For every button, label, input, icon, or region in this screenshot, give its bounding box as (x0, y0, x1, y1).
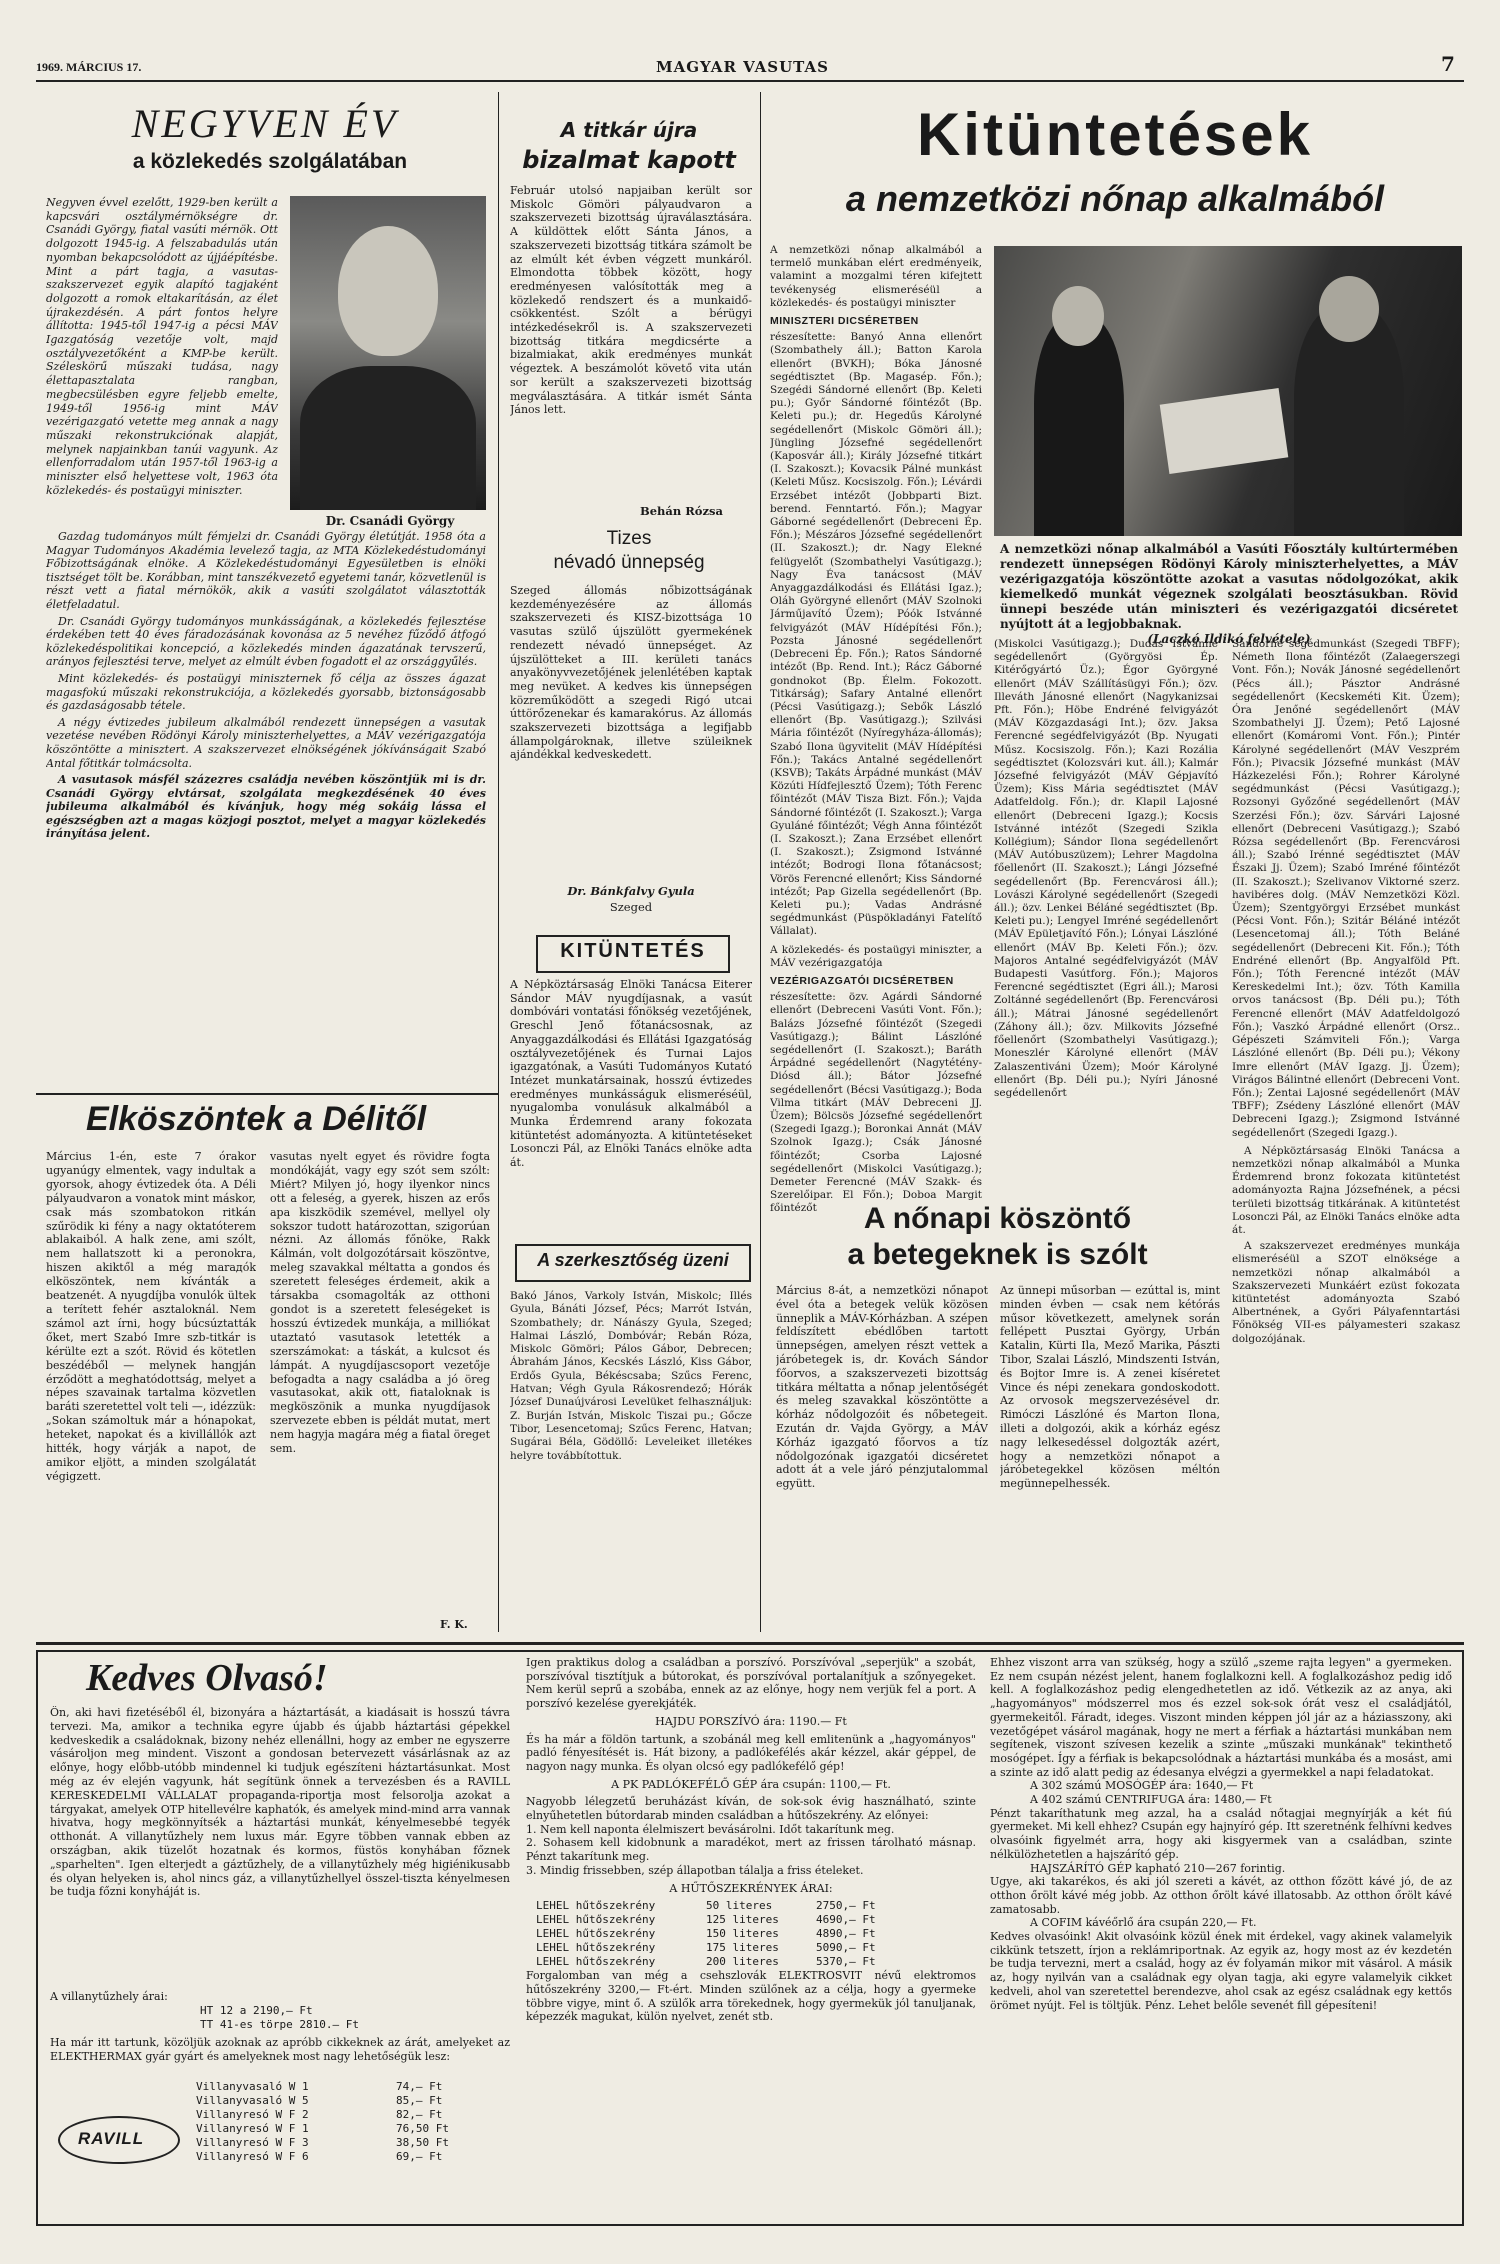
ad-price-heading: HAJSZÁRÍTÓ GÉP kapható 210—267 forintig. (1030, 1861, 1286, 1875)
section-label: VEZÉRIGAZGATÓI DICSÉRETBEN (770, 974, 954, 987)
item-size: 175 literes (706, 1941, 779, 1955)
article-title-titkar-line2: bizalmat kapott (522, 146, 736, 174)
item-price: 4890,— Ft (816, 1927, 876, 1941)
header-paper-title: MAGYAR VASUTAS (656, 58, 829, 76)
price-row (196, 2150, 506, 2164)
price-row (536, 1913, 976, 1927)
signature: Behán Rózsa (640, 504, 723, 518)
column-text: vasutas nyelt egyet és rövidre fogta mondókáját, vagy egy szót sem szólt: Miért? Milyen jó, hogy ilyenkor nincs ott a feleség, a gyerek, hiszen az erős apa kiszködik szemével, mellyel oly sokszor tudott határozottan, szigorúan nézni. Az állomás főnöke, Rakk Kálmán, volt dolgozótársait köszöntve, meleg szavakkal méltatta a gondos és szeretett feleséges érdemeit, akik a társakba csomagolták az otthoni gondot is a szeretett feleségeket is hosszú évtizedek munkája, a milliókat utaztató vasutasok letették a szerszámokat: a táskát, a kulcsot és lámpát. A nyugdíjascsoport vezetője befogadta a nagy családba a jó öreg vasutasokat, akik ott, fiataloknak is megköszönik a munka nyugdíjasok szervezete ebben is példát mutat, mert nem hagyja magára még a fiatal öreget sem. (270, 1150, 490, 1456)
price-row (196, 2080, 506, 2094)
price-section-stoves (50, 1990, 510, 2032)
price-row: HT 12 a 2190,— Ft (200, 2004, 313, 2017)
article-column-1: Március 1-én, este 7 órakor ugyanúgy elmentek, vagy indultak a gyorsok, ahogy évtizedek óta. A Déli pályaudvaron a vonatok mint máskor, csak más szombatokon ritkán szűrödik ki fény a nagy oktatóterem ablakaiból. A halk zene, ami szólt, nem hallatszott ki a peronokra, hiszen akiktől a még marадók elköszöntek, nem kívánták a beatzenét. A nyugdíjba vonulók ültek a terített fehér asztaloknál. Nem számol azt írni, hogy búcsúztatták őket, mert Szabó Imre szb-titkár is kérülte ezt a szót. Rövid és kötetlen beszédéből — melynek hangján érződött a meghatódottság, melyet a népes szavainak tartalma közvetlen baráti szeretettel volt teli —, idézzük: „Sokan számoltuk már a hónapokat, heteket, napokat és a kivillállók azt hitték, hogy várják a napot, de amikor eljött, a minden szolgálatát végigzett. (46, 1150, 256, 1483)
article-title-kituntetesek: Kitüntetések (916, 101, 1314, 168)
awards-list: Sándorné segédmunkást (Szegedi TBFF); Németh Ilona főintézőt (Zalaegerszegi Vont. Főn.); Novák Jánosné segédellenőrt (Pécs áll.); Pásztor Andrásné segédellenőrt (Kecskeméti Kit. Üzem); Óra Jenőné segédellenőrt (MÁV Szombathelyi JJ. Üzem); Pető Lajosné ellenőrt (Komáromi Vont. Főn.); Pintér Károlyné segédellenőrt (MÁV Veszprém Főn.); Pivacsik Józsefné munkást (MÁV Házkezelési Főn.); Rohrer Károlyné segédmunkást (Pécsi Vasútigazg.); Rozsonyi Győzőné segédellenőrt (MÁV Szerzési Főn.); özv. Sárvári Lajosné ellenőrt (Debreceni Vasútigazg.); Szabó Rózsa segédellenőrt (Bp. Ferencvárosi áll.); Szabó Irénné segédtisztet (MÁV Északi Jj. Üzem); Szabó Imréné főintézőt (II. Szakoszt.); Szelivanov Viktorné szerz. havibéres dolg. (MÁV Nemzetközi Közl. Üzem); Szentgyörgyi Erzsébet munkást (Pécsi Vont. Főn.); Szitár Béláné intézőt (Lesencetomaj áll.); Tóth Beláné segédellenőrt (Debreceni Kit. Főn.); Tóth Endréné ellenőrt (Bp. Angyalföld Pft. Főn.); Tóth Ferencné intézőt (MÁV Kereskedelmi Int.); özv. Tóth Kamilla orvos tanácsost (Bp. Déli pu.); Tóth Ferencné ellenőrt (MÁV Adatfeldolgozó Főn.); Vaszkó Árpádné ellenőrt (Orsz.. Gépészeti Számviteli Főn.); Varga Lászlóné ellenőrt (Bp. Déli pu.); Vékony Imre ellenőrt (MÁV Igazg. Jj. Üzem); Virágos Bálintné ellenőrt (Debreceni Vont. Főn.); Zentai Lajosné segédellenőrt (MÁV TBFF); Zsédeny Lászlóné ellenőrt (MÁV Debreceni Igazg.); Zsigmond Istvánné segédellenőrt (Szegedi Igazg.). (1232, 638, 1460, 1139)
section-rule (36, 1093, 498, 1095)
photo-credit: (Laczkó Ildikó felvétele) (1147, 632, 1311, 646)
ad-column-1-text: Ha már itt tartunk, közöljük azoknak az apróbb cikkeknek az árát, amelyeket az ELEKTHERMAX gyár gyárt és amelyeknek most nagy lehetőségük lesz: (50, 2036, 510, 2063)
page-header (36, 50, 1464, 82)
section-rule (36, 1642, 1464, 1645)
item-size: 50 literes (706, 1899, 773, 1913)
signature-name: Dr. Bánkfalvy Gyula (567, 884, 695, 898)
article-body: Bakó János, Varkoly István, Miskolc; Illés Gyula, Bánáti József, Pécs; Marrót István, Szombathely; dr. Nánászy Gyula, Szeged; Halmai László, Dombóvár; Rebán Róza, Miskolc Gömöri; Pálos Gábor, Debrecen; Ábrahám János, Kecskés László, Kiss Gábor, Erdős Gyula, Békéscsaba; Szűcs Ferenc, Hatvan; Végh Gyula Rákosrendező; Hórák József Dunaújvárosi Levelüket felhasználjuk: Z. Burján István, Miskolc Tiszai pu.; Gőcze Tibor, Lesencetomaj; Szűcs Ferenc, Hatvan; Sugárai Béla, Gödöllő: Leveleiket illetékes helyre továbbítottuk. (510, 1290, 752, 1462)
photo-figure-head (1052, 286, 1104, 346)
paragraph: A négy évtizedes jubileum alkalmából rendezett ünnepségen a vasutak vezetése nevében Rödönyi Károly miniszterhelyettes, a MÁV vezérigazgatója köszöntötte a minisztert. A szakszervezet elnökségének jókívánságait Szabó Antal főtitkár tolmácsolta. (46, 715, 486, 770)
price-row (536, 1899, 976, 1913)
awards-list: részesítette: Banyó Anna ellenőrt (Szombathely áll.); Batton Karola ellenőrt (BVKH); Bóka Jánosné segédtisztet (Bp. Magasép. Főn.); Szegédi Sándorné ellenőrt (Bp. Keleti pu.); Győr Sándorné főintézőt (Bp. Keleti pu.); dr. Hegedűs Károlyné segédellenőrt (Miskolc Gömöri áll.); Jüngling Józsefné segédellenőrt (Kaposvár áll.); Király Józsefné titkárt (I. Szakoszt.); Kovacsik Pálné munkást (Keleti Műsz. Kocsiszolg. Főn.); Lévárdi Erzsébet intézőt (Jobbparti Bizt. berend. Fenntartó. Főn.); Magyar Gáborné segédellenőrt (Debreceni Ép. Főn.); Mészáros Józsefné segédellenőrt (II. Szakoszt.); dr. Nagy Elekné felügyelőt (Szombathelyi Vasútigazg.); Nagy Éva tanácsost (MÁV Anyaggazdálkodási és Ellátási Igaz.); Oláh Györgyné ellenőrt (MÁV Szolnoki Járműjavító Üzem); Póók Istvánné felvigyázót (MÁV Hídépítési Főn.); Pozsta Jánosné segédellenőrt (Debreceni Ép. Főn.); Ratos Sándorné intézőt (Bp. Rend. Int.); Rácz Gáborné gondnokot (Bp. Élelm. Fokozott. Titkárság); Safary Antalné ellenőrt (Pécsi Vasútigazg.); Sebők László ellenőrt (Bp. Vasútigazg.); Szilvási Mária főintézőt (Nyíregyháza-állomás); Szabó Ilona ügyvitelit (MÁV Hídépítési Főn.); Takács Antalné segédellenőrt (KSVB); Takáts Árpádné munkást (MÁV Közúti Hídfejlesztő Üzem); Tóth Ferenc főintézőt (MÁV Tisza Bizt. Főn.); Vajda Sándorné főintézőt (I. Szakoszt.); Varga Gyuláné főintézőt; Végh Anna főintézőt (I. Szakoszt.); Zana Erzsébet ellenőrt (I. Szakoszt.); Zsigmond Istvánné intézőt; Bodrogi Ilona főtanácsost; Vörös Ferencné ellenőrt; Kiss Sándorné intézőt; Pap Gizella segédellenőrt (Bp. Keleti pu.); Vadas Andrásné segédmunkást (Püspökladányi Fatelítő Vállalat). (770, 331, 982, 938)
ad-text: Pénzt takaríthatunk meg azzal, ha a család nőtagjai megnyírják a két fiú gyermeket. Mi kell ehhez? Csupán egy hajnyíró gép. Itt szeretnénk felhívni kedves olvasóink figyelmét arra, hogy aki kisgyermek van a családban, szinte nélkülözhetetlen a hajszárító gép. (990, 1806, 1452, 1861)
ad-price-heading: HAJDU PORSZÍVÓ ára: 1190.— Ft (655, 1714, 847, 1728)
item-price: 2750,— Ft (816, 1899, 876, 1913)
price-row (196, 2122, 506, 2136)
ad-column-3 (990, 1656, 1452, 2216)
section-label: MINISZTERI DICSÉRETBEN (770, 315, 919, 328)
price-row: TT 41-es törpe 2810.— Ft (200, 2018, 359, 2031)
price-heading: A villanytűzhely árai: (50, 1990, 168, 2003)
caption-text: A nemzetközi nőnap alkalmából a Vasúti Főosztály kultúrtermében rendezett ünnepségen Rödönyi Károly miniszterhelyettes, a MÁV vezérigazgatója köszöntötte azokat a vasutas nődolgozókat, akik kiemelkedő munkát végeznek szolgálati beosztásukban. Rövid ünnepi beszéde után miniszteri és vezérigazgatói dicséretet nyújtott át a legjobbaknak. (1000, 542, 1458, 631)
item-size: 125 literes (706, 1913, 779, 1927)
item-name: Villanyresó W F 3 (196, 2136, 309, 2149)
article-title-titkar-line1: A titkár újra (560, 118, 698, 142)
article-subtitle: a közlekedés szolgálatában (132, 150, 408, 173)
article-body: Február utolsó napjaiban került sor Miskolc Gömöri pályaudvaron a szakszervezeti bizottság újraválasztására. A küldöttek előtt Sánta János, a szakszervezeti bizottság titkára számolt be az elmúlt két évben végzett munkáról. Elmondotta többek között, hogy eredményesen valósították meg a közlekedő rendszert és a munkaidő-csökkentést. Szólt a bérügyi intézkedésekről is. A szakszervezeti bizottság titkára megdicsérte a bizalmiakat, akik eredményes munkát végeztek. A beszámolót követő vita után sor került a szakszervezeti bizottság megválasztására. A titkár ismét Sánta János lett. (510, 184, 752, 417)
price-row (536, 1955, 976, 1969)
item-name: Villanyresó W F 2 (196, 2108, 309, 2121)
article-lead: Negyven évvel ezelőtt, 1929-ben került a kapcsvári osztálymérnökségre dr. Csanádi György, fiatal vasúti mérnök. Ott dolgozott 1945-ig. A felszabadulás után nyomban bekapcsolódott az újjáépítésbe. Mint a párt tagja, a vasutas-szakszervezet egyik alapító tagjaként dolgozott a romok eltakarításán, az élet újrakezdésén. A párt fontos helyre állította: 1945-től 1947-ig a pécsi MÁV Igazgatóság vezetője volt, majd osztályvezetőként a KMP-be került. Széleskörű műszaki tudása, nagy élettapasztalata rangban, megbecsülésben egyre feljebb emelte, 1949-től 1956-ig mint MÁV vezérigazgató vetette meg annak a nagy műszaki rekonstrukciónak alapját, melynek napjainkban tanúi vagyunk. Az ellenforradalom után 1957-től 1963-ig a miniszter első helyettese volt, 1963 óta közlekedés- és postaügyi miniszter. (46, 196, 278, 497)
article-body: Szeged állomás nőbizottságának kezdeményezésére az állomás szakszervezeti és KISZ-bizottsága 10 vasutas szülő újszülött gyermekének rendezett névadó ünnepséget. Az újszülötteket a III. kerületi tanács anyakönyvvezetőjének jelenlétében kaptak meg nevüket. A kedves kis ünnepségen közreműködött a szegedi Rigó utcai úttörőzenekar és kamarakórus. Az állomás szakszervezeti bizottsága a legifjabb állampolgároknak, illetve szüleiknek ajándékkal kedveskedett. (510, 584, 752, 762)
header-page-number: 7 (1441, 52, 1455, 76)
ad-text: Ehhez viszont arra van szükség, hogy a szülő „szeme rajta legyen" a gyermeken. Ez nem csupán nézést jelent, hanem foglalkozni kell. A foglalkozáshoz pedig idő kell. A foglalkozáshoz pedig elengedhetetlen az idő. Vétkezik az az anya, aki „hagyományos" módszerrel mos és ezzel sok-sok órát vesz el családjától, gyermekeitől. Fáradt, ideges. Viszont minden képpen jól jár az a háziasszony, aki vezetőgépet vásárol magának, hogy ne mert a férfiak a háztartási munkában nem segítenek, viszont szívesen kezelik a szinte „műszaki munkának" tekinthető mosógépet. Így a férfiak is bekapcsolódnak a háztartási munkába és a mosást, ami a szinte az idő alatt pedig az édesanya elvégzi a gyermekkel a napi feladatokat. (990, 1656, 1452, 1779)
article-body (46, 530, 486, 1075)
photo-certificate (1160, 388, 1289, 474)
item-name: Villanyresó W F 1 (196, 2122, 309, 2135)
paragraph: A szakszervezet eredményes munkája elismeréséül a SZOT elnöksége a nemzetközi nőnap alkalmából a Szakszervezeti Munkáért ezüst fokozata kitüntetést adományozta Szabó Albertnének, a Győri Pályafenntartási Főnökség VII-es pályamesteri szakasz dolgozójának. (1232, 1240, 1460, 1345)
portrait-suit (300, 366, 476, 510)
ad-text: Nagyobb lélegzetű beruházást kíván, de sok-sok évig használható, szinte elnyűhetetlen bútordarab minden családban a hűtőszekrény. Az előnyei: (526, 1795, 976, 1823)
item-name: Villanyvasaló W 1 (196, 2080, 309, 2093)
awards-list: részesítette: özv. Agárdi Sándorné ellenőrt (Debreceni Vasúti Vont. Főn.); Balázs Józsefné főintézőt (Szegedi Vasútigazg.); Bálint Lászlóné segédellenőrt (I. Szakoszt.); Baráth Árpádné segédellenőrt (Nagytétény-Diósd áll.); Bátor Józsefné segédellenőrt (Bécsi Vasútigazg.); Boda Vilma titkárt (MÁV Debreceni JJ. Üzem); Bölcsös Józsefné segédellenőrt (Szegedi Igazg.); Boronkai Annát (MÁV Szolnok Igazg.); Csák Jánosné főintézőt; Csorba Lajosné segédellenőrt (Miskolci Vasútigazg.); Demeter Ferencné (MÁV Szakk- és Szerelőipar. El Főn.); Doboa Margit főintézőt (770, 991, 982, 1215)
article-title-negyven-ev: NEGYVEN ÉV (131, 101, 399, 146)
ad-text: Igen praktikus dolog a családban a porszívó. Porszívóval „seperjük" a szobát, porszívóval tisztítjuk a bútorokat, és porszívóval portalanítjuk a szőnyegeket. Nem kerül seprű a szobába, ennek az az előnye, hogy nem verjük fel a port. A porszívó kezelése gyerekjáték. (526, 1656, 976, 1711)
item-price: 5090,— Ft (816, 1941, 876, 1955)
ad-title: Kedves Olvasó! (86, 1657, 328, 1699)
item-price: 38,50 Ft (396, 2136, 449, 2149)
paragraph: A vasutasok másfél százezres családja nevében köszöntjük mi is dr. Csanádi György elvtársat, szolgálata megkezdésének 40 éves jubileuma alkalmából és kívánjuk, hogy még sokáig lássa el egészségben azt a magas közjogi posztot, melyet a magyar közlekedés irányítása jelent. (46, 773, 486, 841)
signature-place: Szeged (609, 900, 653, 914)
article-title-szerkesztoseg: A szerkesztőség üzeni (537, 1250, 729, 1270)
item-price: 5370,— Ft (816, 1955, 876, 1969)
item-price: 69,— Ft (396, 2150, 443, 2163)
article-body: A Népköztársaság Elnöki Tanácsa Eiterer Sándor MÁV nyugdíjasnak, a vasút dombóvári vontatási főnökség vezetőjének, Greschl Jenő főtanácsosnak, az Anyaggazdálkodási és Ellátási Igazgatóság osztályvezetőjének és Turnai Lajos igazgatónak, a Vasúti Tudományos Kutató Intézet munkatársainak, hosszú évtizedes eredményes munkásságuk elismeréséül, nyugalomba vonulásuk alkalmából a Munka Érdemrend arany fokozata kitüntetést adományozta. A kitüntetéseket Losonczi Pál, az Elnöki Tanács elnöke adta át. (510, 978, 752, 1170)
photo-figure-head (1319, 276, 1379, 342)
item-size: 150 literes (706, 1927, 779, 1941)
price-row (536, 1927, 976, 1941)
paragraph: Mint közlekedés- és postaügyi miniszternek fő célja az összes ágazat magasfokú műszaki rekonstrukciója, a közlekedés gyorsabb, biztonságosabb és gazdaságosabb tétele. (46, 671, 486, 713)
article-title-elkoszontek: Elköszöntek a Délitől (86, 1100, 427, 1138)
article-title-nevado: névadó ünnepség (553, 552, 705, 573)
ravill-logo (58, 2116, 180, 2164)
ad-text: Forgalomban van még a csehszlovák ELEKTROSVIT névű elektromos hűtőszekrény 3200,— Ft-ért. Minden szülőnek az a célja, hogy a gyermeke többre vigye, mint ő. A szülők arra törekednek, hogy gyermekük jól tanuljanak, képezzék magukat, külön nyelvet, zenét stb. (526, 1969, 976, 2024)
awards-list-column-2: (Miskolci Vasútigazg.); Dudás Istvánné segédellenőrt (Györgyösi Ép. Kitérőgyártó Üz.); Égor Györgyné ellenőrt (MÁV Szállításügyi Főn.); özv. Illeváth Jánosné ellenőrt (Nagykanizsai Pft. Főn.); Höbe Endréné felvigyázót (MÁV Közgazdasági Int.); özv. Jaksa Ferencné segédfelvigyázót (Bp. Nyugati Műsz. Kocsiszolg. Főn.); Kazi Rozália segédtisztet (Kolozsvári kut. áll.); Kalmár Józsefné felvigyázót (MÁV Gépjavító Üzem); Kiss Mária segédtisztet (MÁV Adatfeldolg. Főn.); dr. Klapil Lajosné ellenőrt (Debreceni Igazg.); Kocsis Istvánné intézőt (Szegedi Szikla Kollégium); Sándor Ilona segédellenőrt (MÁV Autóbuszüzem); Lehrer Magdolna főellenőrt (II. Szakoszt.); Lángi Józsefné segédellenőrt (Bp. Ferencvárosi áll.); Lovászi Károlyné segédellenőrt (Szegedi áll.); özv. Lenkei Béláné segédtisztet (Bp. Keleti pu.); Lengyel Imréné segédellenőrt (MÁV Epületjavító Főn.); Lónyai Lászlóné ellenőrt (MÁV Bp. Keleti Főn.); özv. Majoros Antalné segédfelvigyázót (MÁV Budapesti Vasútforg. Főn.); Majoros Ferencné segédtisztet (Egri áll.); Marosi Zoltánné segédellenőrt (Bp. Ferencvárosi áll.); Mátrai Jánosné segédellenőrt (Záhony áll.); özv. Milkovits Józsefné főellenőrt (Szombathelyi Vasútigazg.); Moneszlér Károlyné ellenőrt (MÁV Zalaszentiváni Üzem); Moór Károlyné ellenőrt (Bp. Déli pu.); Nyíri Jánosné segédellenőrt (994, 638, 1218, 1099)
awards-list-column-1 (770, 244, 982, 1294)
intro-text: A közlekedés- és postaügyi miniszter, a MÁV vezérigazgatója (770, 943, 982, 969)
article-title-betegeknek: a betegeknek is szólt (847, 1238, 1148, 1271)
paragraph: Gazdag tudományos múlt fémjelzi dr. Csanádi György életútját. 1958 óta a Magyar Tudományos Akadémia levelező tagja, az MTA Közlekedéstudományi Főbizottságának elnöke. A Közlekedéstudományi Egyesületben is elnöki tisztséget tölt be. Korábban, mint tanszékvezető egyetemi tanár, közvetlenül is részt vett a fiatal mérnökök, akik a vasúti szolgálatot választották életfeladatul. (46, 530, 486, 611)
item-price: 85,— Ft (396, 2094, 443, 2107)
ad-list-item: 2. Sohasem kell kidobnunk a maradékot, mert az frissen tárolható másnap. Pénzt takarítunk meg. (526, 1836, 976, 1864)
photo-figure (1034, 316, 1124, 536)
item-name: LEHEL hűtőszekrény (536, 1955, 656, 1969)
article-title-tizes: Tizes (606, 528, 652, 549)
ad-list-item: 1. Nem kell naponta élelmiszert bevásárolni. Időt takarítunk meg. (526, 1822, 895, 1836)
article-column-2: Az ünnepi műsorban — ezúttal is, mint minden évben — csak nem kétórás műsor következett, amelynek során fellépett Pusztai György, Urbán Katalin, Kürti Ila, Mező Marika, Pászti Tibor, Szalai László, Mindszenti István, és Bojtor Imre is. A zenei kíséretet Vince és népi zenekara gondoskodott. Az orvosok megszervezésével dr. Rimóczi Lászlóné és Marton Ilona, illeti a dolgozói, akik a kórház egész nagy lelkesedéssel dolgozták azért, hogy a nemzetközi nőnapot a járóbetegekkel közösen méltón megünnepelhessék. (1000, 1284, 1220, 1491)
logo-text: RAVILL (78, 2129, 145, 2148)
ad-price-heading: A PK PADLÓKEFÉLŐ GÉP ára csupán: 1100,— Ft. (611, 1777, 891, 1791)
item-price: 82,— Ft (396, 2108, 443, 2121)
ad-text: Kedves olvasóink! Akit olvasóink közül ének mit érdekel, vagy akinek valamelyik cikkünk tetszett, írjon a reklámriportnak. Az egyik az, hogy most az év kezdetén be tudja tervezni, mert a család, hogy az év folyamán mikor mit vásárol. A másik az, hogy nyilván van a családnak egy olyan tagja, aki egyre valamelyik cikket kedveli, ahol van szeretettel berendezve, ahol csak az egész családnak egy kettős örömet nyújt. Fel is töltjük. Pénz. Lehet belőle sevenét fill gépesíteni! (990, 1930, 1452, 2012)
item-name: LEHEL hűtőszekrény (536, 1927, 656, 1941)
signature: F. K. (440, 1618, 468, 1631)
item-price: 4690,— Ft (816, 1913, 876, 1927)
ad-text: És ha már a földön tartunk, a szobánál meg kell emlitenünk a „hagyományos" padló fényesítését is. Hát bizony, a padlókefélés akár kézzel, akár géppel, de nagyon nagy munka. És olyan olcsó egy padlókefélő gép! (526, 1732, 976, 1773)
price-row (196, 2094, 506, 2108)
article-subtitle-nonap: a nemzetközi nőnap alkalmából (845, 178, 1385, 219)
item-price: 76,50 Ft (396, 2122, 449, 2135)
ad-list-item: 3. Mindig frissebben, szép állapotban tálalja a friss ételeket. (526, 1863, 864, 1877)
intro-text: A nemzetközi nőnap alkalmából a termelő munkában elért eredményeik, valamint a mozgalmi téren kifejtett tevékenység elismeréséül a közlekedés- és postaügyi miniszter (770, 244, 982, 309)
header-date: 1969. MÁRCIUS 17. (36, 60, 142, 74)
portrait-head (338, 226, 438, 356)
item-name: LEHEL hűtőszekrény (536, 1913, 656, 1927)
ceremony-photo (994, 246, 1462, 536)
ad-column-2 (526, 1656, 976, 2216)
article-title-nonapi: A nőnapi köszöntő (863, 1202, 1132, 1235)
paragraph: A Népköztársaság Elnöki Tanácsa a nemzetközi nőnap alkalmából a Munka Érdemrend bronz fokozata kitüntetést adományozta Rajna Józsefnének, a pécsi területi bizottság titkárának. A kitüntetést Losonczi Pál, az Elnöki Tanács elnöke adta át. (1232, 1144, 1460, 1236)
item-name: Villanyresó W F 6 (196, 2150, 309, 2163)
column-rule (760, 92, 761, 1632)
item-name: Villanyvasaló W 5 (196, 2094, 309, 2107)
article-column-1: Március 8-át, a nemzetközi nőnapot ével óta a betegek velük közösen ünneplik a MÁV-Kórházban. A szépen feldíszített ebédlőben tartott ünnepségen, amelyen részt vettek a járóbetegek is, dr. Kovách Sándor főorvos, a szakszervezeti bizottság titkára méltatta a nőnap jelentőségét és meleg szavakkal köszöntötte a kórház nődolgozóit és nőbetegeit. Ezután dr. Vajda György, a MÁV Kórház igazgató főorvos a tíz nődolgozónak igazgatói dicséretet adott át a vele járó pénzjutalommal együtt. (776, 1284, 988, 1491)
price-row (536, 1941, 976, 1955)
ad-price-heading: A COFIM kávéőrlő ára csupán 220,— Ft. (1030, 1916, 1257, 1930)
item-name: LEHEL hűtőszekrény (536, 1899, 656, 1913)
portrait-photo (290, 196, 486, 510)
price-row (196, 2108, 506, 2122)
price-list (50, 2004, 510, 2032)
item-name: LEHEL hűtőszekrény (536, 1941, 656, 1955)
ad-price-heading: A 402 számú CENTRIFUGA ára: 1480,— Ft (1030, 1793, 1272, 1807)
column-rule (498, 92, 499, 1632)
awards-list-column-3 (1232, 638, 1460, 1628)
ad-text: Ugye, aki takarékos, és aki jól szereti a kávét, az otthon főzött kávé jó, de az otthon őrölt kávé még jobb. Az otthon őrölt kávé illatosabb. Az otthon őrölt kávé zamatosabb. (990, 1875, 1452, 1916)
photo-caption (1000, 542, 1458, 647)
price-row (196, 2136, 506, 2150)
article-title-kituntetes: KITÜNTETÉS (560, 940, 706, 962)
ad-column-1-text: Ön, aki havi fizetéséből él, bizonyára a háztartását, a kiadásait is hosszú távra tervezi. Ma, amikor a technika egyre újabb és újabb háztartási gépekkel kedveskedik a családoknak, bizony nehéz ellenállni, hogy az ember ne egyszerre vásároljon meg mindent. Viszont a gondosan betervezett vásárlásnak az az előnye, hogy előbb-utóbb mindennel ki tudjuk egészíteni háztartásunkat. Most még az év elején vagyunk, hát segítünk önnek a tervezésben és a RAVILL KERESKEDELMI VÁLLALAT propaganda-riportja most felsorolja azokat a tárgyakat, amelyek OTP hitellevélre kaphatók, és amelyek mind-mind arra vannak hivatva, hogy megkönnyítsék a háztartási munkát, kényelmesebbé tegyék otthonát. A villanytűzhely nem luxus már. Egyre többen vannak ebben az országban, akik tüzelőt hozatnak és kormos, füstös konyhában főznek „sparhelten". Igen elterjedt a gáztűzhely, de a villanytűzhely még higiénikusabb és olyan helyeken is, ahol nincs gáz, a villanytűzhellyel összel-tiszta kényelmesen be tudja főzni konyháját is. (50, 1706, 510, 1899)
item-price: 74,— Ft (396, 2080, 443, 2093)
fridge-price-list (526, 1899, 976, 1969)
ad-price-heading: A HŰTŐSZEKRÉNYEK ÁRAI: (669, 1881, 833, 1895)
paragraph: Dr. Csanádi György tudományos munkásságának, a közlekedés fejlesztése érdekében tett 40 éves fáradozásának kovonása az 5 nevéhez fűződő átfogó közlekedéspolitikai koncepció, a közlekedés minden ágazatának tervszerű, arányos fejlesztési terve, melyet az elmúlt évben fogadott el az országgyűlés. (46, 614, 486, 669)
article-column-2 (270, 1150, 490, 1616)
ad-price-heading: A 302 számú MOSÓGÉP ára: 1640,— Ft (1030, 1779, 1254, 1793)
photo-caption: Dr. Csanádi György (325, 514, 455, 528)
small-appliance-price-list (196, 2080, 506, 2164)
item-size: 200 literes (706, 1955, 779, 1969)
